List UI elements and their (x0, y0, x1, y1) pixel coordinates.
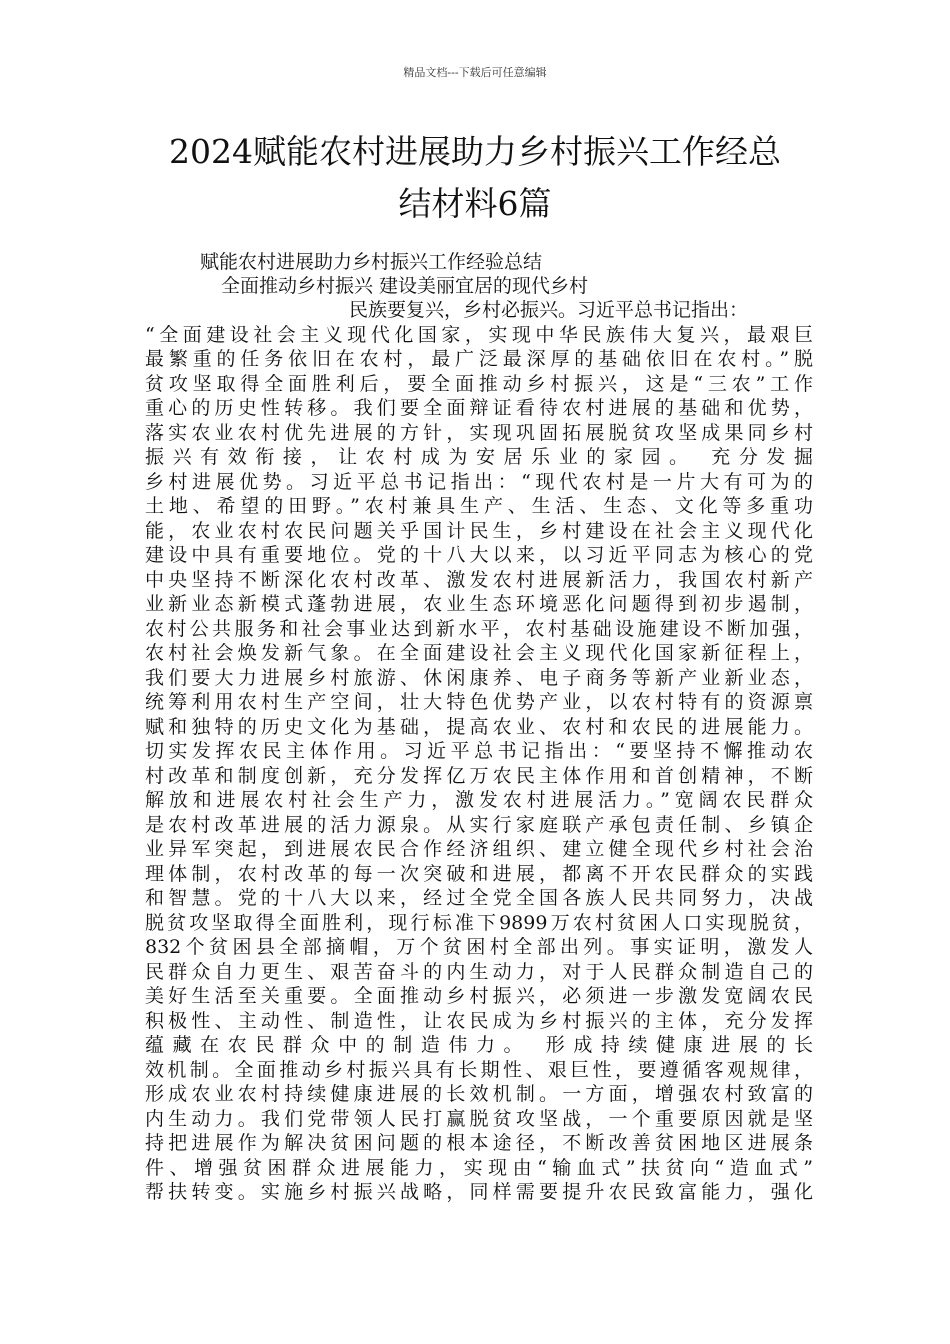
body-line: 和智慧。党的十八大以来，经过全党全国各族人民共同努力，决战 (145, 887, 813, 909)
body-line: 建设中具有重要地位。党的十八大以来，以习近平同志为核心的党 (145, 544, 813, 566)
body-line: 持把进展作为解决贫困问题的根本途径，不断改善贫困地区进展条 (145, 1132, 813, 1154)
body-line: 形成农业农村持续健康进展的长效机制。一方面，增强农村致富的 (145, 1083, 813, 1105)
body-line: 效机制。全面推动乡村振兴具有长期性、艰巨性，要遵循客观规律， (145, 1058, 813, 1081)
body-line: 中央坚持不断深化农村改革、激发农村进展新活力，我国农村新产 (145, 568, 813, 591)
body-line: 最繁重的任务依旧在农村，最广泛最深厚的基础依旧在农村。”脱 (145, 348, 813, 370)
body-line: 切实发挥农民主体作用。习近平总书记指出：“要坚持不懈推动农 (145, 740, 813, 762)
body-line: 振兴有效衔接，让农村成为安居乐业的家园。 充分发掘 (145, 446, 813, 468)
body-line: 重心的历史性转移。我们要全面辩证看待农村进展的基础和优势， (145, 397, 813, 419)
body-line: 我们要大力进展乡村旅游、休闲康养、电子商务等新产业新业态， (145, 666, 813, 689)
body-line: 农村公共服务和社会事业达到新水平，农村基础设施建设不断加强， (145, 617, 813, 640)
body-line: 业新业态新模式蓬勃进展，农业生态环境恶化问题得到初步遏制， (145, 593, 813, 615)
body-line: 解放和进展农村社会生产力，激发农村进展活力。”宽阔农民群众 (145, 789, 813, 811)
body-line: 帮扶转变。实施乡村振兴战略，同样需要提升农民致富能力，强化 (145, 1181, 813, 1203)
subheading-2: 全面推动乡村振兴 建设美丽宜居的现代乡村 (221, 275, 589, 297)
body-line: 理体制，农村改革的每一次突破和进展，都离不开农民群众的实践 (145, 862, 813, 885)
body-line: 件、增强贫困群众进展能力，实现由“输血式”扶贫向“造血式” (145, 1156, 813, 1179)
body-line: 832个贫困县全部摘帽，万个贫困村全部出列。事实证明，激发人 (145, 936, 813, 958)
body-line: 能，农业农村农民问题关乎国计民生，乡村建设在社会主义现代化 (145, 519, 813, 542)
body-line: 落实农业农村优先进展的方针，实现巩固拓展脱贫攻坚成果同乡村 (145, 421, 813, 444)
body-line: 民族要复兴，乡村必振兴。习近平总书记指出： (349, 299, 749, 321)
body-line: 统筹利用农村生产空间，壮大特色优势产业，以农村特有的资源禀 (145, 691, 813, 713)
body-line: 贫攻坚取得全面胜利后，要全面推动乡村振兴，这是“三农”工作 (145, 372, 813, 395)
body-line: 蕴藏在农民群众中的制造伟力。 形成持续健康进展的长 (145, 1034, 813, 1056)
document-title (0, 126, 950, 230)
body-line: 赋和独特的历史文化为基础，提高农业、农村和农民的进展能力。 (145, 715, 813, 738)
body-line: 乡村进展优势。习近平总书记指出：“现代农村是一片大有可为的 (145, 470, 813, 493)
body-line: 美好生活至关重要。全面推动乡村振兴，必须进一步激发宽阔农民 (145, 985, 813, 1007)
page-header: 精品文档---下载后可任意编辑 (403, 66, 547, 79)
body-line: 是农村改革进展的活力源泉。从实行家庭联产承包责任制、乡镇企 (145, 813, 813, 836)
body-line: 内生动力。我们党带领人民打赢脱贫攻坚战，一个重要原因就是坚 (145, 1107, 813, 1130)
body-line: 积极性、主动性、制造性，让农民成为乡村振兴的主体，充分发挥 (145, 1009, 813, 1032)
title-line-1: 2024赋能农村进展助力乡村振兴工作经总 (169, 132, 781, 171)
body-line: 民群众自力更生、艰苦奋斗的内生动力，对于人民群众制造自己的 (145, 960, 813, 983)
body-line: “全面建设社会主义现代化国家，实现中华民族伟大复兴，最艰巨 (145, 323, 813, 346)
body-line: 农村社会焕发新气象。在全面建设社会主义现代化国家新征程上， (145, 642, 813, 664)
title-line-2: 结材料6篇 (398, 184, 552, 223)
body-line: 脱贫攻坚取得全面胜利，现行标准下9899万农村贫困人口实现脱贫， (145, 911, 813, 934)
subheading-1: 赋能农村进展助力乡村振兴工作经验总结 (200, 251, 543, 273)
body-text (145, 298, 813, 1205)
body-line: 土地、希望的田野。”农村兼具生产、生活、生态、文化等多重功 (145, 495, 813, 517)
body-line: 业异军突起，到进展农民合作经济组织、建立健全现代乡村社会治 (145, 838, 813, 860)
body-line: 村改革和制度创新，充分发挥亿万农民主体作用和首创精神，不断 (145, 764, 813, 787)
